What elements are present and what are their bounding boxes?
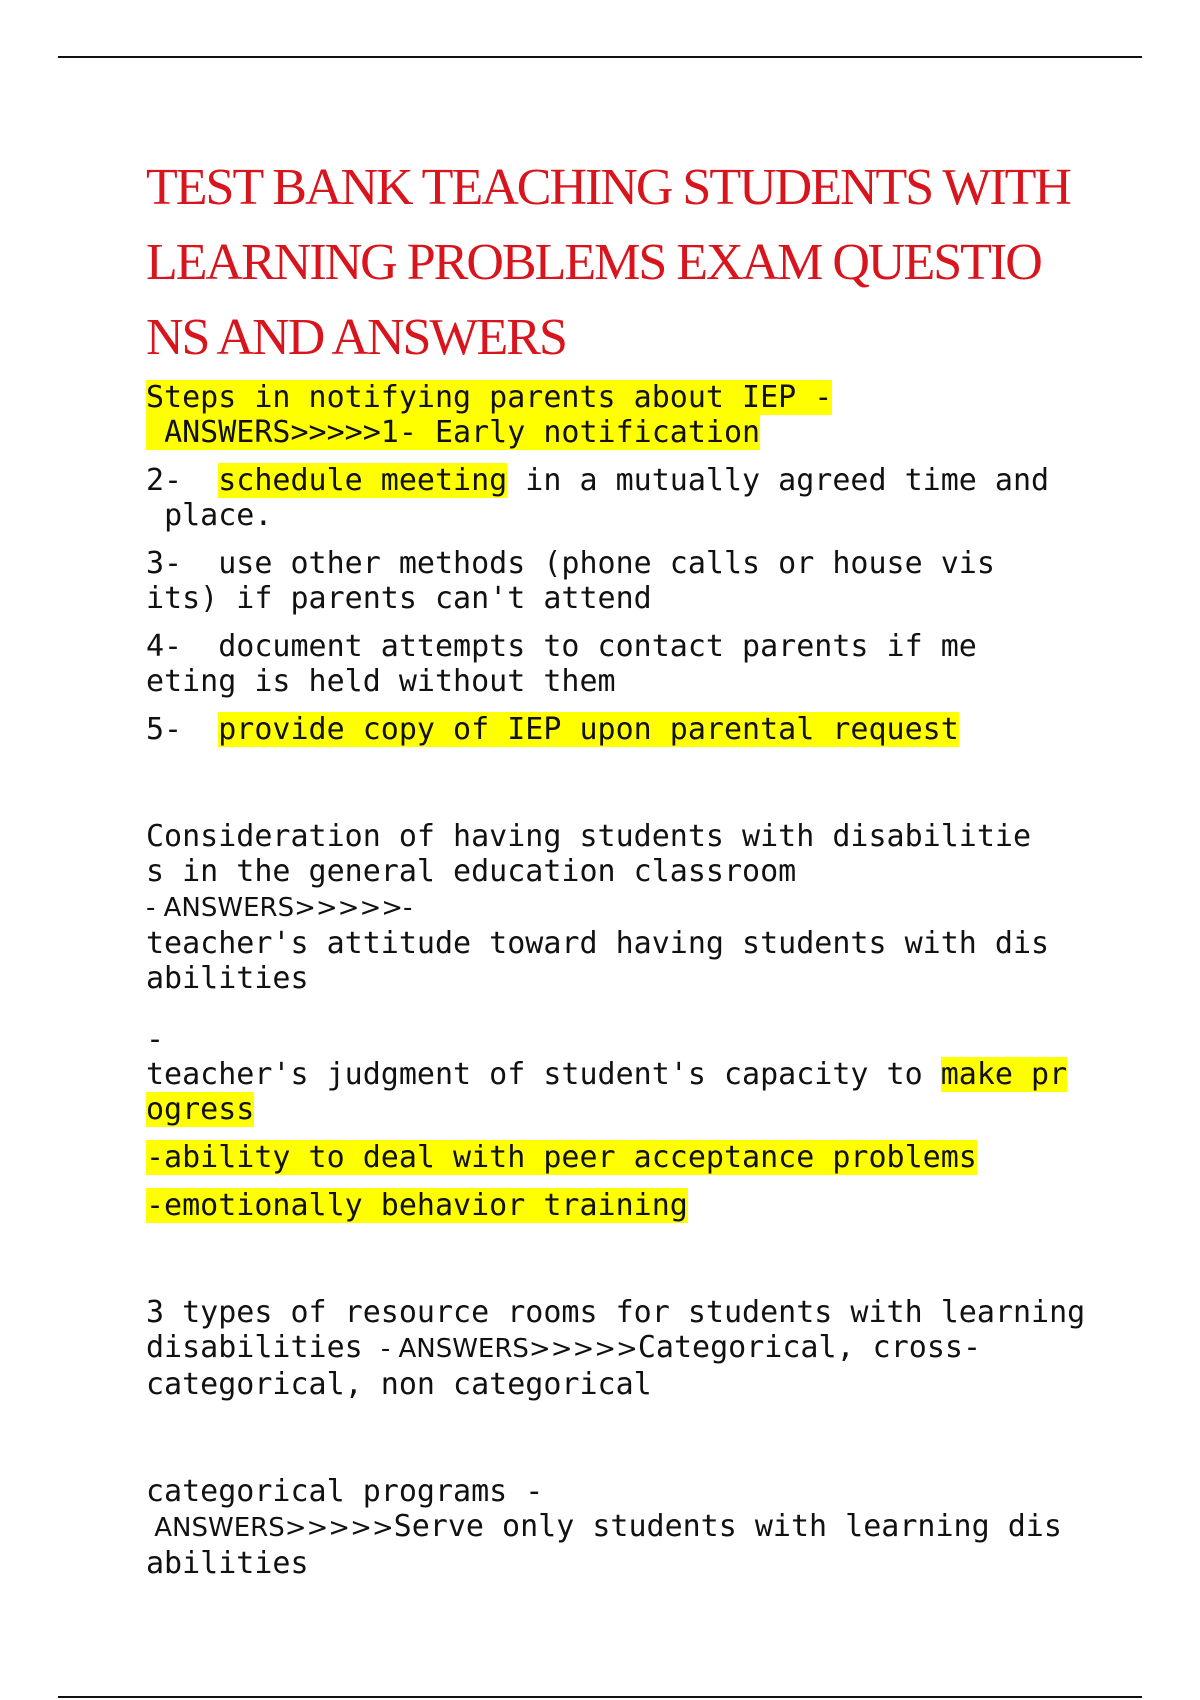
- consideration-answer-3: [146, 1140, 1086, 1175]
- footer-rule: [58, 1696, 1142, 1698]
- step-3-line-2: its) if parents can't attend: [146, 581, 652, 616]
- categorical-answer: Serve only students with learning dis: [393, 1509, 1062, 1544]
- consideration-answer-1-line-2: abilities: [146, 961, 309, 996]
- resource-rooms-answer: Categorical, cross-: [637, 1330, 982, 1365]
- consideration-question: [146, 819, 1086, 996]
- consideration-answer-4-highlight: -emotionally behavior training: [146, 1188, 688, 1223]
- answers-marker: - ANSWERS>>>>>: [380, 1334, 638, 1364]
- step-2-highlight: schedule meeting: [218, 463, 508, 498]
- qa-resource-rooms: [146, 1295, 1086, 1402]
- iep-question: [146, 380, 1086, 450]
- consideration-answer-2-highlight: make pr: [940, 1057, 1068, 1092]
- qa-iep-steps: [146, 380, 1086, 747]
- qa-categorical-programs: [146, 1474, 1086, 1581]
- categorical-text: [146, 1474, 1086, 1581]
- iep-step-2: [146, 463, 1086, 533]
- consideration-answer-1-line-1: teacher's attitude toward having students with dis: [146, 926, 1050, 961]
- consideration-answer-3-highlight: -ability to deal with peer acceptance problems: [146, 1140, 977, 1175]
- step-5-highlight: provide copy of IEP upon parental request: [218, 712, 959, 747]
- step-2-text: in a mutually agreed time and: [507, 463, 1050, 498]
- resource-rooms-line-3: categorical, non categorical: [146, 1367, 652, 1402]
- resource-rooms-line-2: disabilities: [146, 1330, 381, 1365]
- consideration-answer-4: [146, 1188, 1086, 1223]
- resource-rooms-line-1: 3 types of resource rooms for students with learning: [146, 1295, 1086, 1330]
- answers-marker: ANSWERS>>>>>: [146, 1513, 394, 1543]
- categorical-line-3: abilities: [146, 1546, 309, 1581]
- step-4-line-2: eting is held without them: [146, 664, 616, 699]
- header-rule: [58, 56, 1142, 58]
- iep-step-4: [146, 629, 1086, 699]
- iep-step-3: [146, 546, 1086, 616]
- document-body: [146, 380, 1086, 1581]
- title-line-3: NS AND ANSWERS: [146, 309, 566, 366]
- answer-dash: -: [146, 1022, 165, 1057]
- consideration-answer-2-highlight-cont: ogress: [146, 1092, 255, 1127]
- step-2-text-cont: place.: [146, 498, 273, 533]
- iep-step-5: [146, 712, 1086, 747]
- answers-marker: - ANSWERS>>>>>-: [146, 893, 413, 923]
- document-title: [146, 150, 1070, 375]
- consideration-question-line-1: Consideration of having students with disabilitie: [146, 819, 1032, 854]
- consideration-answer-2: [146, 1022, 1086, 1127]
- title-line-1: TEST BANK TEACHING STUDENTS WITH: [146, 159, 1070, 216]
- resource-rooms-text: [146, 1295, 1086, 1402]
- consideration-question-line-2: s in the general education classroom: [146, 854, 797, 889]
- iep-question-line-2: ANSWERS>>>>>1- Early notification: [146, 415, 761, 450]
- iep-question-line-1: Steps in notifying parents about IEP -: [146, 380, 833, 415]
- categorical-line-1: categorical programs -: [146, 1474, 544, 1509]
- qa-consideration: [146, 819, 1086, 1223]
- step-3-line-1: 3- use other methods (phone calls or house vis: [146, 546, 995, 581]
- title-line-2: LEARNING PROBLEMS EXAM QUESTIO: [146, 234, 1041, 291]
- step-4-line-1: 4- document attempts to contact parents if me: [146, 629, 977, 664]
- consideration-answer-2-text: teacher's judgment of student's capacity to: [146, 1057, 941, 1092]
- step-number: 2-: [146, 463, 219, 498]
- step-number: 5-: [146, 712, 219, 747]
